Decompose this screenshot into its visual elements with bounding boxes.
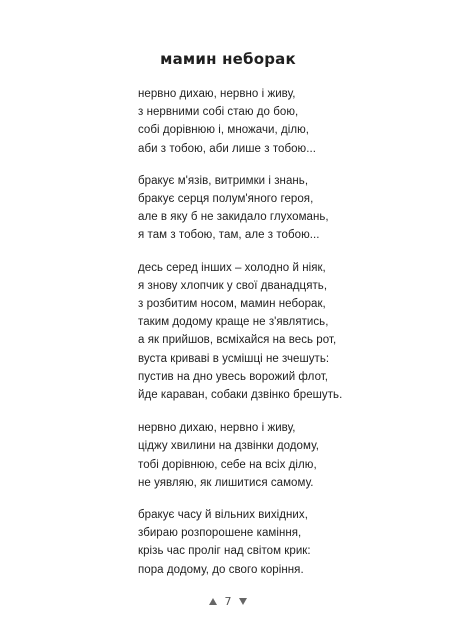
poem-line: бракує м'язів, витримки і знань, (138, 174, 309, 187)
poem-line: таким додому краще не з'являтись, (138, 316, 329, 329)
stanza (138, 259, 438, 405)
poem-line: крізь час проліг над світом крик: (138, 545, 311, 558)
poem-line: собі дорівнюю і, множачи, ділю, (138, 124, 310, 137)
poem-line: збираю розпорошене каміння, (138, 527, 302, 540)
poem-line: з розбитим носом, мамин неборак, (138, 298, 326, 311)
poem-line: вуста криваві в усмішці не зчешуть: (138, 352, 330, 365)
poem-line: бракує часу й вільних вихідних, (138, 509, 308, 522)
poem-line: не уявляю, як лишитися самому. (138, 476, 314, 489)
stanza (138, 419, 438, 492)
poem-line: пустив на дно увесь ворожий флот, (138, 370, 329, 383)
poem-line: нервно дихаю, нервно і живу, (138, 88, 296, 100)
poem-line: тобі дорівнюю, себе на всіх ділю, (138, 458, 317, 471)
poem-line: я там з тобою, там, але з тобою... (138, 229, 320, 242)
poem-line: я знову хлопчик у свої дванадцять, (138, 279, 328, 292)
poem-line: ціджу хвилини на дзвінки додому, (138, 440, 319, 453)
poem-line: аби з тобою, аби лише з тобою... (138, 142, 316, 155)
poem-line: з нервними собі стаю до бою, (138, 106, 299, 119)
poem-line: бракує серця полум'яного героя, (138, 193, 314, 206)
poem-line: десь серед інших – холодно й ніяк, (138, 261, 326, 274)
poem-body (138, 85, 438, 593)
stanza (138, 172, 438, 245)
poem-line: а як прийшов, всміхайся на весь рот, (138, 334, 337, 347)
stanza (138, 85, 438, 158)
poem-line: але в яку б не закидало глухомань, (138, 211, 329, 224)
poem-line: нервно дихаю, нервно і живу, (138, 422, 296, 435)
poem-line: пора додому, до свого коріння. (138, 563, 304, 576)
page-number: 7 (224, 594, 232, 608)
triangle-down-icon (239, 598, 247, 605)
stanza (138, 506, 438, 579)
triangle-up-icon (209, 598, 217, 605)
poem-title: мамин неборак (160, 50, 296, 68)
poem-line: йде караван, собаки дзвінко брешуть. (138, 389, 343, 402)
page-footer (0, 594, 456, 608)
